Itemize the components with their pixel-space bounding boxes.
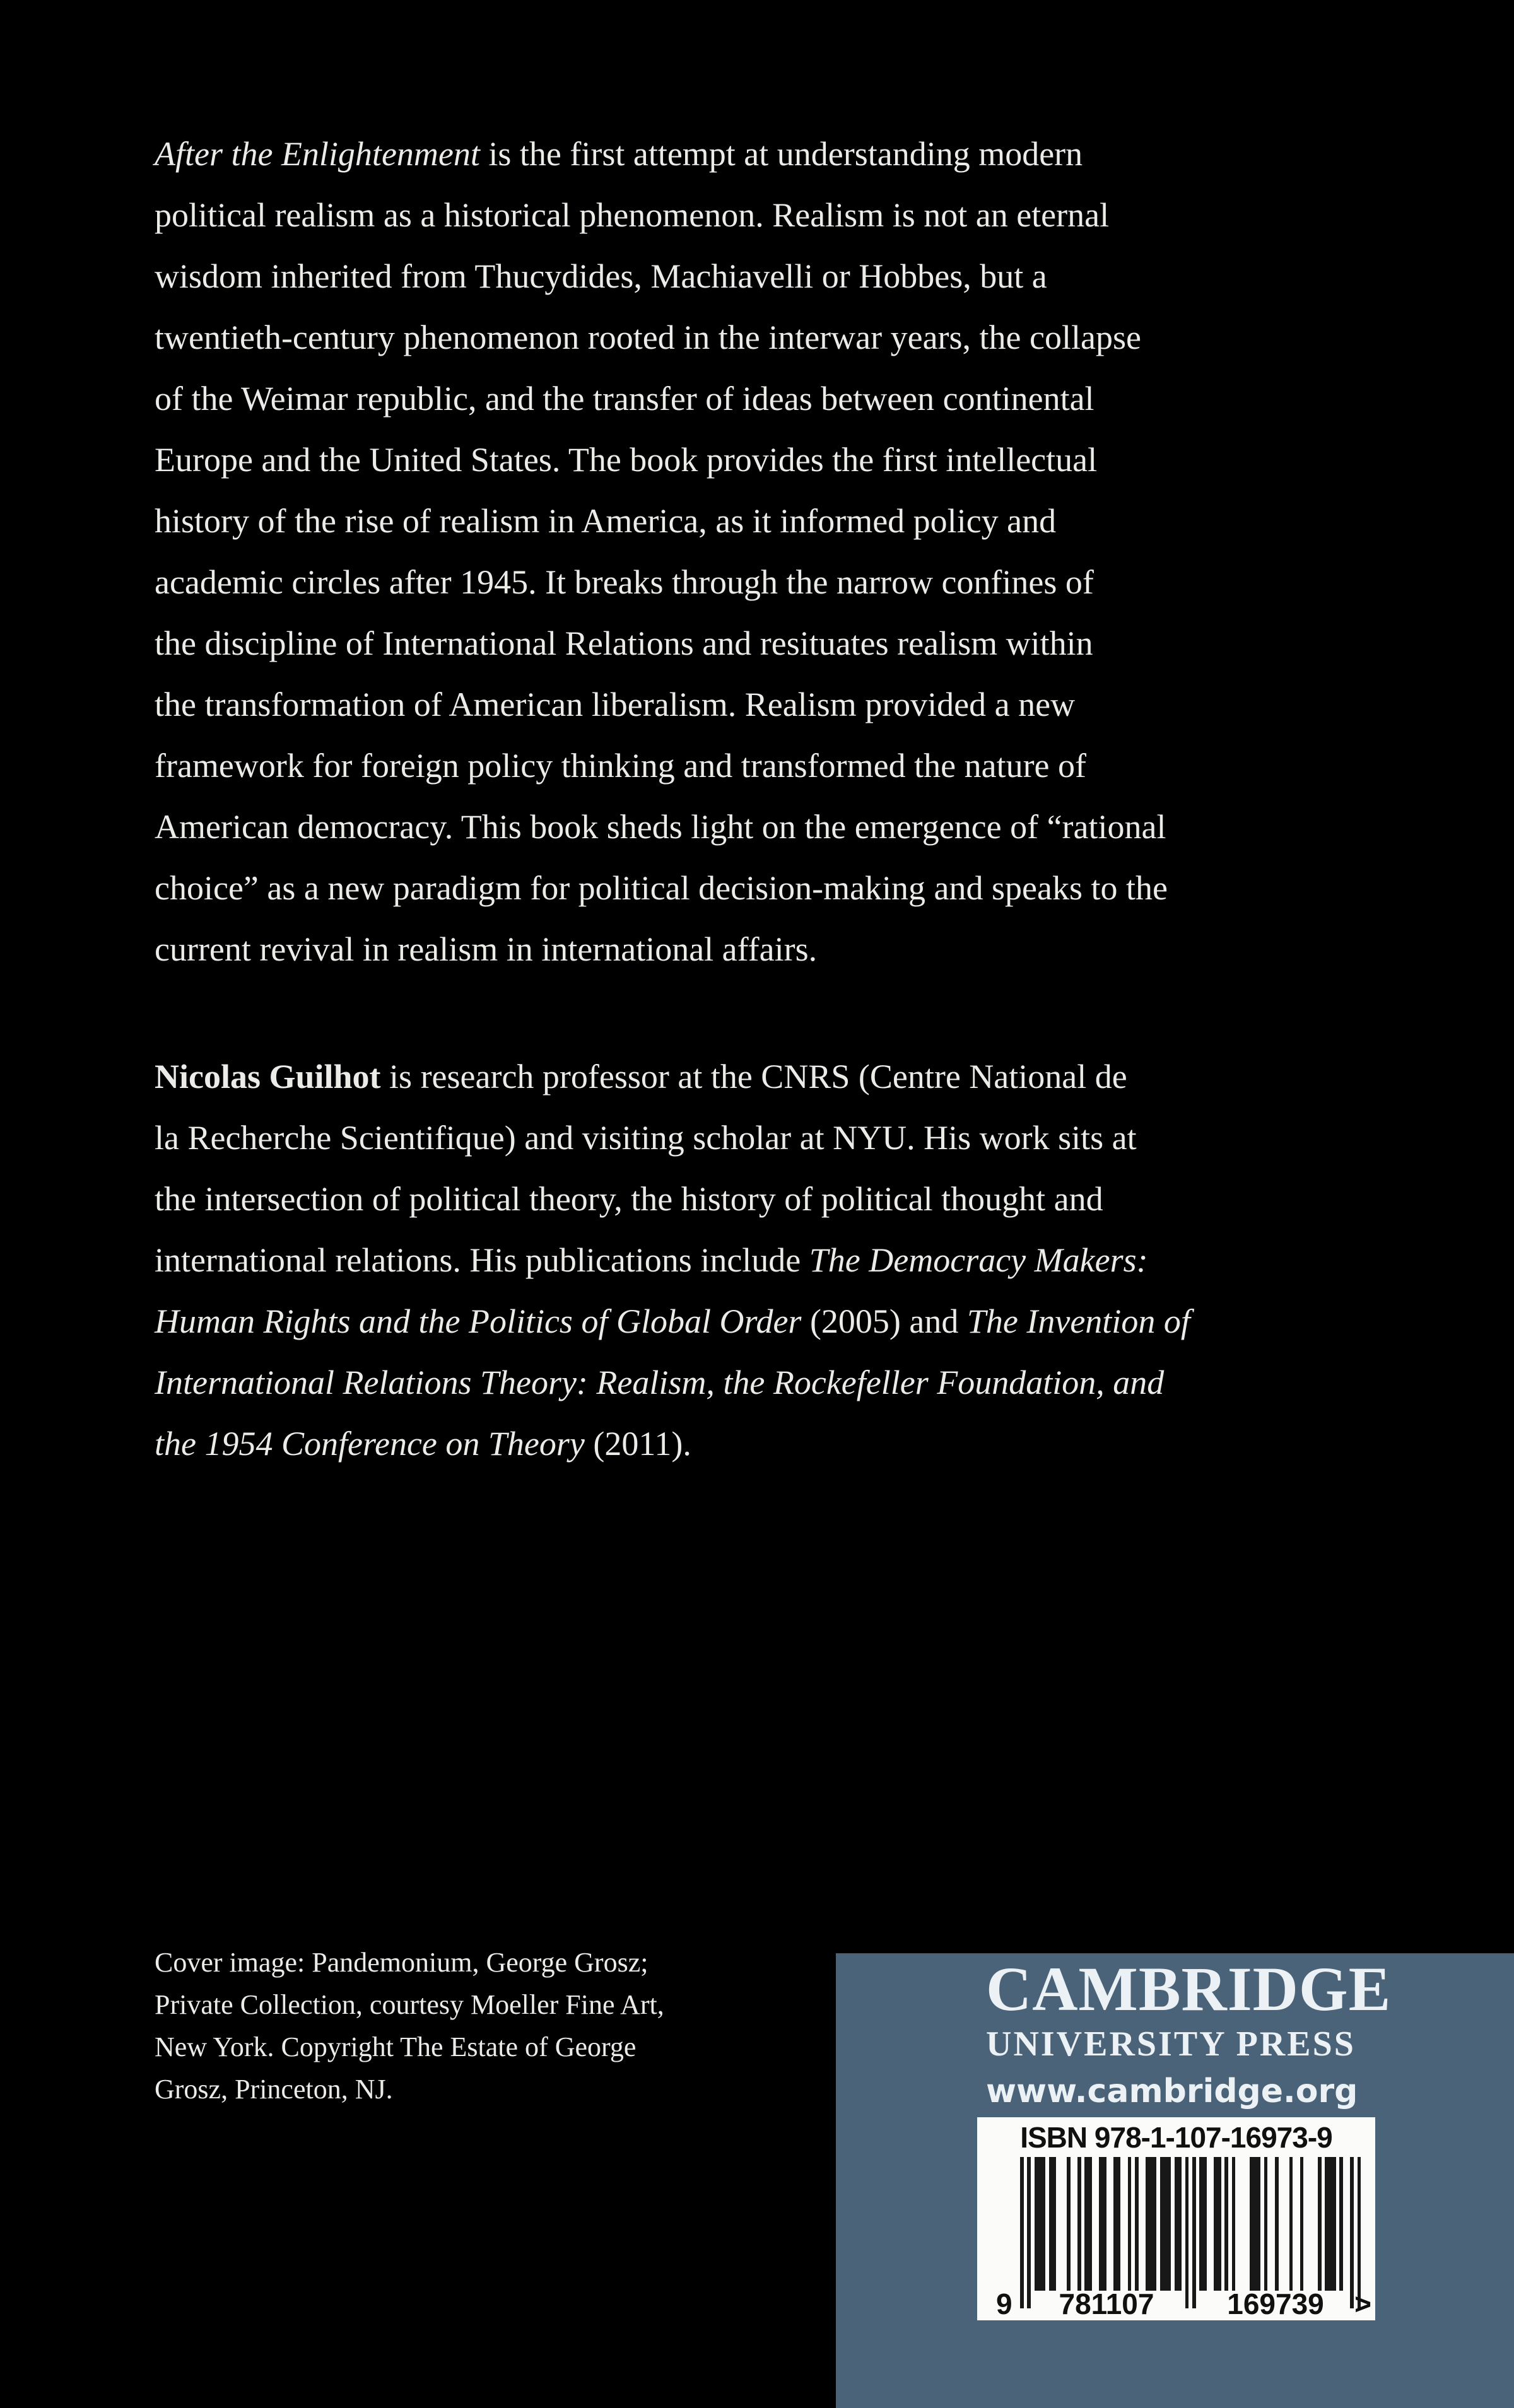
text-line: [155, 1046, 1190, 1108]
text-line: [155, 674, 1168, 735]
synopsis-paragraph: [155, 124, 1168, 980]
text-run: twentieth-century phenomenon rooted in the interwar years, the collapse: [155, 319, 1141, 356]
text-run: the 1954 Conference on Theory: [155, 1425, 585, 1463]
text-line: [155, 858, 1168, 919]
text-line: [155, 1413, 1190, 1475]
text-line: [155, 552, 1168, 613]
text-run: current revival in realism in international affairs.: [155, 930, 818, 968]
publisher-logo-cambridge: CAMBRIDGE: [986, 1954, 1392, 2024]
cover-image-credit: [155, 1941, 664, 2110]
publisher-website: www.cambridge.org: [986, 2072, 1358, 2110]
text-run: Cover image: Pandemonium, George Grosz;: [155, 1947, 648, 1978]
text-run: (2005) and: [801, 1302, 967, 1340]
text-run: the intersection of political theory, the history of political thought and: [155, 1180, 1103, 1218]
text-run: the transformation of American liberalism. Realism provided a new: [155, 686, 1076, 723]
text-run: international relations. His publications include: [155, 1241, 809, 1279]
text-line: [155, 1169, 1190, 1230]
text-run: the discipline of International Relations and resituates realism within: [155, 624, 1093, 662]
text-run: is the first attempt at understanding modern: [479, 135, 1083, 173]
text-line: [155, 124, 1168, 185]
text-line: [155, 307, 1168, 368]
text-line: [155, 735, 1168, 797]
isbn-label: ISBN 978-1-107-16973-9: [1020, 2121, 1332, 2154]
text-run: New York. Copyright The Estate of George: [155, 2031, 637, 2062]
text-line: [155, 919, 1168, 980]
text-line: [155, 368, 1168, 430]
barcode-end-chevron: >: [1354, 2288, 1371, 2320]
ean13-barcode: [1020, 2157, 1361, 2308]
text-line: [155, 1230, 1190, 1291]
barcode-digit-group1: 781107: [1059, 2288, 1154, 2320]
text-run: Grosz, Princeton, NJ.: [155, 2074, 393, 2105]
isbn-barcode-box: [977, 2117, 1375, 2320]
text-run: Europe and the United States. The book provides the first intellectual: [155, 441, 1098, 479]
text-line: [155, 613, 1168, 674]
text-run: Private Collection, courtesy Moeller Fine Art,: [155, 1989, 664, 2020]
text-line: [155, 246, 1168, 307]
text-run: is research professor at the CNRS (Centre National de: [380, 1058, 1127, 1096]
text-run: framework for foreign policy thinking and transformed the nature of: [155, 747, 1087, 785]
text-run: choice” as a new paradigm for political decision-making and speaks to the: [155, 869, 1168, 907]
text-line: [155, 1352, 1190, 1413]
text-run: Human Rights and the Politics of Global Order: [155, 1302, 802, 1340]
text-line: [155, 2068, 664, 2110]
text-line: [155, 430, 1168, 491]
publisher-logo-university-press: UNIVERSITY PRESS: [986, 2025, 1356, 2064]
barcode-bar: [1358, 2157, 1361, 2308]
text-line: [155, 1941, 664, 1984]
text-line: [155, 1984, 664, 2026]
text-line: [155, 491, 1168, 552]
text-run: history of the rise of realism in America, as it informed policy and: [155, 502, 1057, 540]
author-bio-paragraph: [155, 1046, 1190, 1475]
text-run: la Recherche Scientifique) and visiting scholar at NYU. His work sits at: [155, 1119, 1137, 1157]
text-run: After the Enlightenment: [155, 135, 480, 173]
text-line: [155, 1108, 1190, 1169]
barcode-digits-row: [977, 2289, 1375, 2318]
text-run: political realism as a historical phenomenon. Realism is not an eternal: [155, 196, 1110, 234]
text-line: [155, 1291, 1190, 1352]
text-line: [155, 185, 1168, 246]
publisher-panel: [836, 1953, 1514, 2408]
text-line: [155, 797, 1168, 858]
text-run: wisdom inherited from Thucydides, Machiavelli or Hobbes, but a: [155, 257, 1047, 295]
barcode-digit-lead: 9: [996, 2288, 1012, 2320]
barcode-digit-group2: 169739: [1227, 2288, 1324, 2320]
text-run: The Invention of: [966, 1302, 1190, 1340]
text-run: American democracy. This book sheds light on the emergence of “rational: [155, 808, 1166, 846]
text-run: of the Weimar republic, and the transfer of ideas between continental: [155, 380, 1094, 418]
text-run: International Relations Theory: Realism, the Rockefeller Foundation, and: [155, 1364, 1165, 1401]
text-run: The Democracy Makers:: [809, 1241, 1148, 1279]
text-line: [155, 2026, 664, 2068]
text-run: academic circles after 1945. It breaks through the narrow confines of: [155, 563, 1094, 601]
text-run: Nicolas Guilhot: [155, 1058, 381, 1096]
text-run: (2011).: [584, 1425, 691, 1463]
